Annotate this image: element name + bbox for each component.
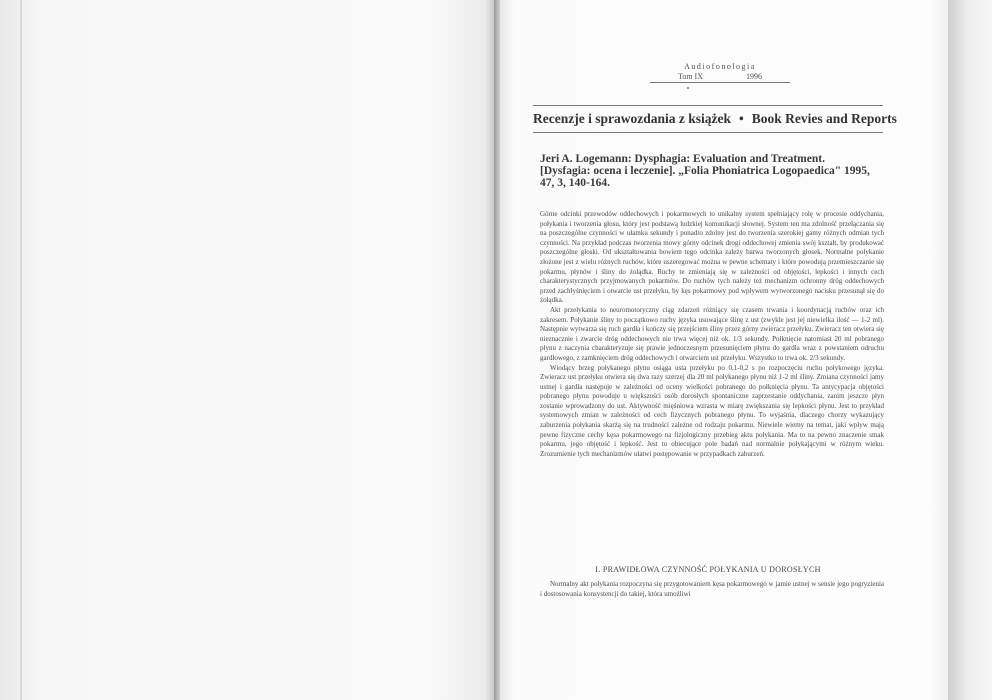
left-page-edge <box>20 0 22 700</box>
article-body <box>540 210 884 459</box>
paragraph: Akt przełykania to neuromotoryczny ciąg zdarzeń różniący się czasem trwania i koordynacją ruchów oraz ich zakresem. Połykanie śliny to początkowo ruchy języka usuwające ślinę z ust (zwykle jest jej niewielka ilość — 1-2 ml). Następnie wytwarza się ruch gardła i kończy się przejściem śliny przez górny zwieracz przełyku. Zwieracz ten otwiera się nieznacznie i zwarcie dróg oddechowych nie trwa więcej niż ok. 1/3 sekundy. Połknięcie natomiast 20 ml pobranego płynu z naczynia charakteryzuje się prawie jednoczesnym przesunięciem płynu do gardła wraz z powstaniem odruchu gardłowego, z zamknięciem dróg oddechowych i otwarciem ust przełyku. Wszystko to trwa ok. 2/3 sekundy. <box>540 305 884 362</box>
right-page-edge <box>948 0 992 700</box>
volume-line <box>650 72 790 83</box>
paragraph: Górne odcinki przewodów oddechowych i pokarmowych to unikalny system spełniający rolę w procesie oddychania, połykania i tworzenia głosu, który jest podstawą ludzkiej komunikacji słownej. System ten ma zdolność przełączania się na poszczególne czynności w ułamku sekundy i ponadto zdolny jest do tworzenia szerokiej gamy różnych odmian tych czynności. Na przykład podczas tworzenia mowy górny odcinek drogi oddechowej zmienia swój kształt, by produkować poszczególne głoski. Od ukształtowania bowiem tego odcinka zależy barwa tworzonych głosek. Normalne połykanie złożone jest z wielu różnych ruchów, które uszeregować można w pewne schematy i które powodują przemieszczanie się pokarmu, płynów i śliny do żołądka. Ruchy te zmieniają się w zależności od objętości, lepkości i innych cech charakterystycznych przyjmowanych pokarmów. Do ruchów tych należy też mechanizm ochronny dróg oddechowych przed zachłyśnięciem i otwarcie ust przełyku, by kęs pokarmowy pod wpływem wytworzonego nacisku przesunął się do żołądka. <box>540 210 884 305</box>
volume-year: 1996 <box>746 72 762 81</box>
article-title-line: [Dysfagia: ocena i leczenie]. „Folia Phoniatrica Logopaedica" 1995, <box>540 165 870 177</box>
section-title <box>533 111 897 127</box>
section-rule-top <box>533 105 883 106</box>
section-title-pl: Recenzje i sprawozdania z książek <box>533 111 731 126</box>
article-body-continued <box>540 580 884 599</box>
journal-name: Audiofonologia <box>684 62 756 71</box>
chapter-heading: I. PRAWIDŁOWA CZYNNOŚĆ POŁYKANIA U DOROSŁYCH <box>595 565 821 574</box>
article-title-line: 47, 3, 140-164. <box>540 177 610 189</box>
section-rule-bottom <box>533 132 883 133</box>
paragraph: Wiodący brzeg połykanego płynu osiąga usta przełyku po 0,1-0,2 s po rozpoczęciu ruchu połykowego języka. Zwieracz ust przełyku otwiera się dwa razy szerzej dla 20 ml połykanego płynu niż 1-2 ml śliny. Zmiana czynności jamy ustnej i gardła następuje w zależności od oceny wielkości pobranego do połknięcia płynu. Ta antycypacja objętości pobranego płynu powoduje u większości osób dorosłych spontaniczne zaprzestanie oddychania, zanim jeszcze płyn zostanie wprowadzony do ust. Aktywność mięśniowa wzrasta w miarę zwiększania się lepkości płynu. Jest to przykład systemowych zmian w zależności od cech fizycznych pobranego płynu. To wyjaśnia, dlaczego chorzy wykazujący zaburzenia połykania skarżą się na trudności zależne od rodzaju pokarmu. Niewiele wiemy na temat, jaki wpływ mają pewne fizyczne cechy kęsa pokarmowego na fizjologiczny przebieg aktu połykania. Ma to na pewno znaczenie smak pokarmu, jego objętość i lepkość. Jest to obiecujące pole badań nad normalnie połykającymi w różnym wieku. Zrozumienie tych mechanizmów ułatwi postępowanie w przypadkach zaburzeń. <box>540 363 884 458</box>
article-title-line: Jeri A. Logemann: Dysphagia: Evaluation and Treatment. <box>540 153 825 165</box>
section-title-en: Book Revies and Reports <box>751 111 897 126</box>
running-header <box>650 62 790 83</box>
article-title <box>540 153 890 189</box>
paragraph: Normalny akt połykania rozpoczyna się przygotowaniem kęsa pokarmowego w jamie ustnej w sensie jego pogryzienia i dostosowania konsystencji do takiej, która umożliwi <box>540 580 884 598</box>
section-separator: • <box>738 111 744 126</box>
volume-number: Tom IX <box>678 72 703 81</box>
print-mark <box>687 87 689 89</box>
